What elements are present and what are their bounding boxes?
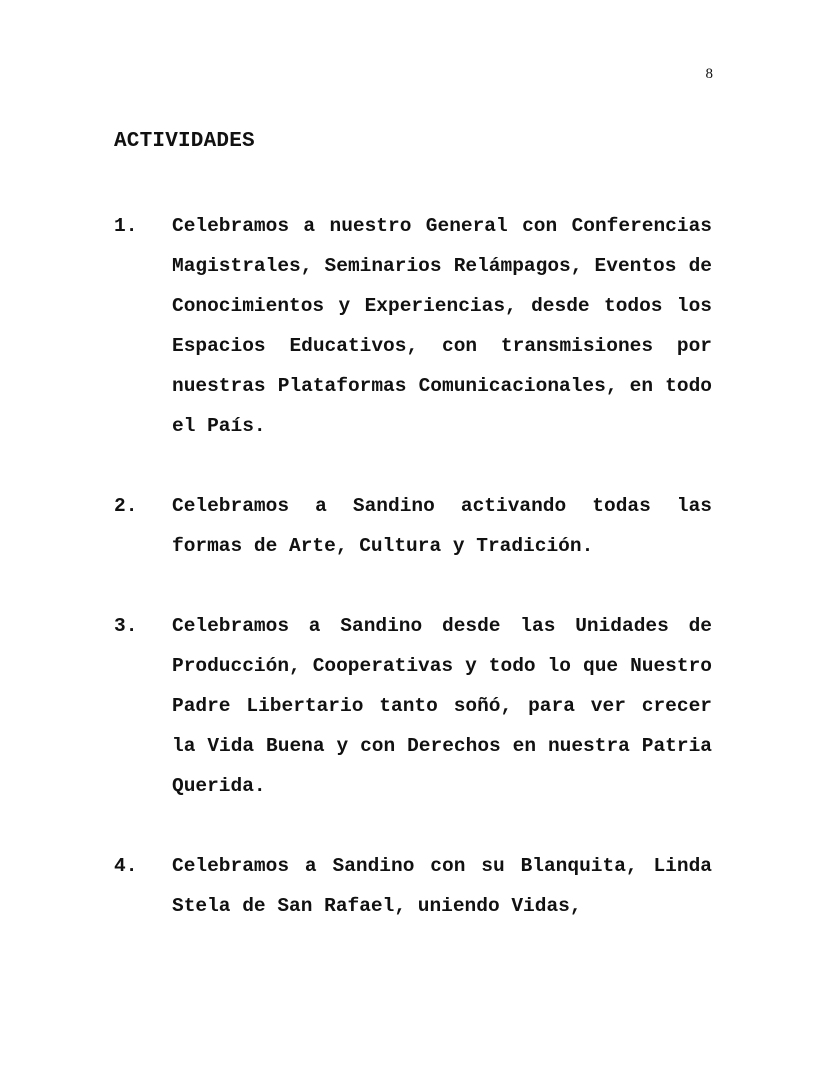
item-number: 1. — [114, 215, 138, 237]
item-text: Celebramos a Sandino con su Blanquita, Linda Stela de San Rafael, uniendo Vidas, — [172, 855, 712, 917]
item-number: 4. — [114, 855, 138, 877]
item-text: Celebramos a Sandino activando todas las formas de Arte, Cultura y Tradición. — [172, 495, 712, 557]
page-number: 8 — [705, 66, 713, 82]
list-item — [114, 606, 712, 806]
list-item — [114, 486, 712, 566]
item-text: Celebramos a Sandino desde las Unidades de Producción, Cooperativas y todo lo que Nuestro Padre Libertario tanto soñó, para ver crecer la Vida Buena y con Derechos en nuestra Patria Querida. — [172, 615, 712, 797]
activities-list — [114, 206, 712, 966]
item-number: 2. — [114, 495, 138, 517]
item-text: Celebramos a nuestro General con Conferencias Magistrales, Seminarios Relámpagos, Eventos de Conocimientos y Experiencias, desde todos los Espacios Educativos, con transmisiones por nuestras Plataformas Comunicacionales, en todo el País. — [172, 215, 712, 437]
list-item — [114, 846, 712, 926]
item-number: 3. — [114, 615, 138, 637]
section-heading: ACTIVIDADES — [114, 130, 255, 153]
list-item — [114, 206, 712, 446]
